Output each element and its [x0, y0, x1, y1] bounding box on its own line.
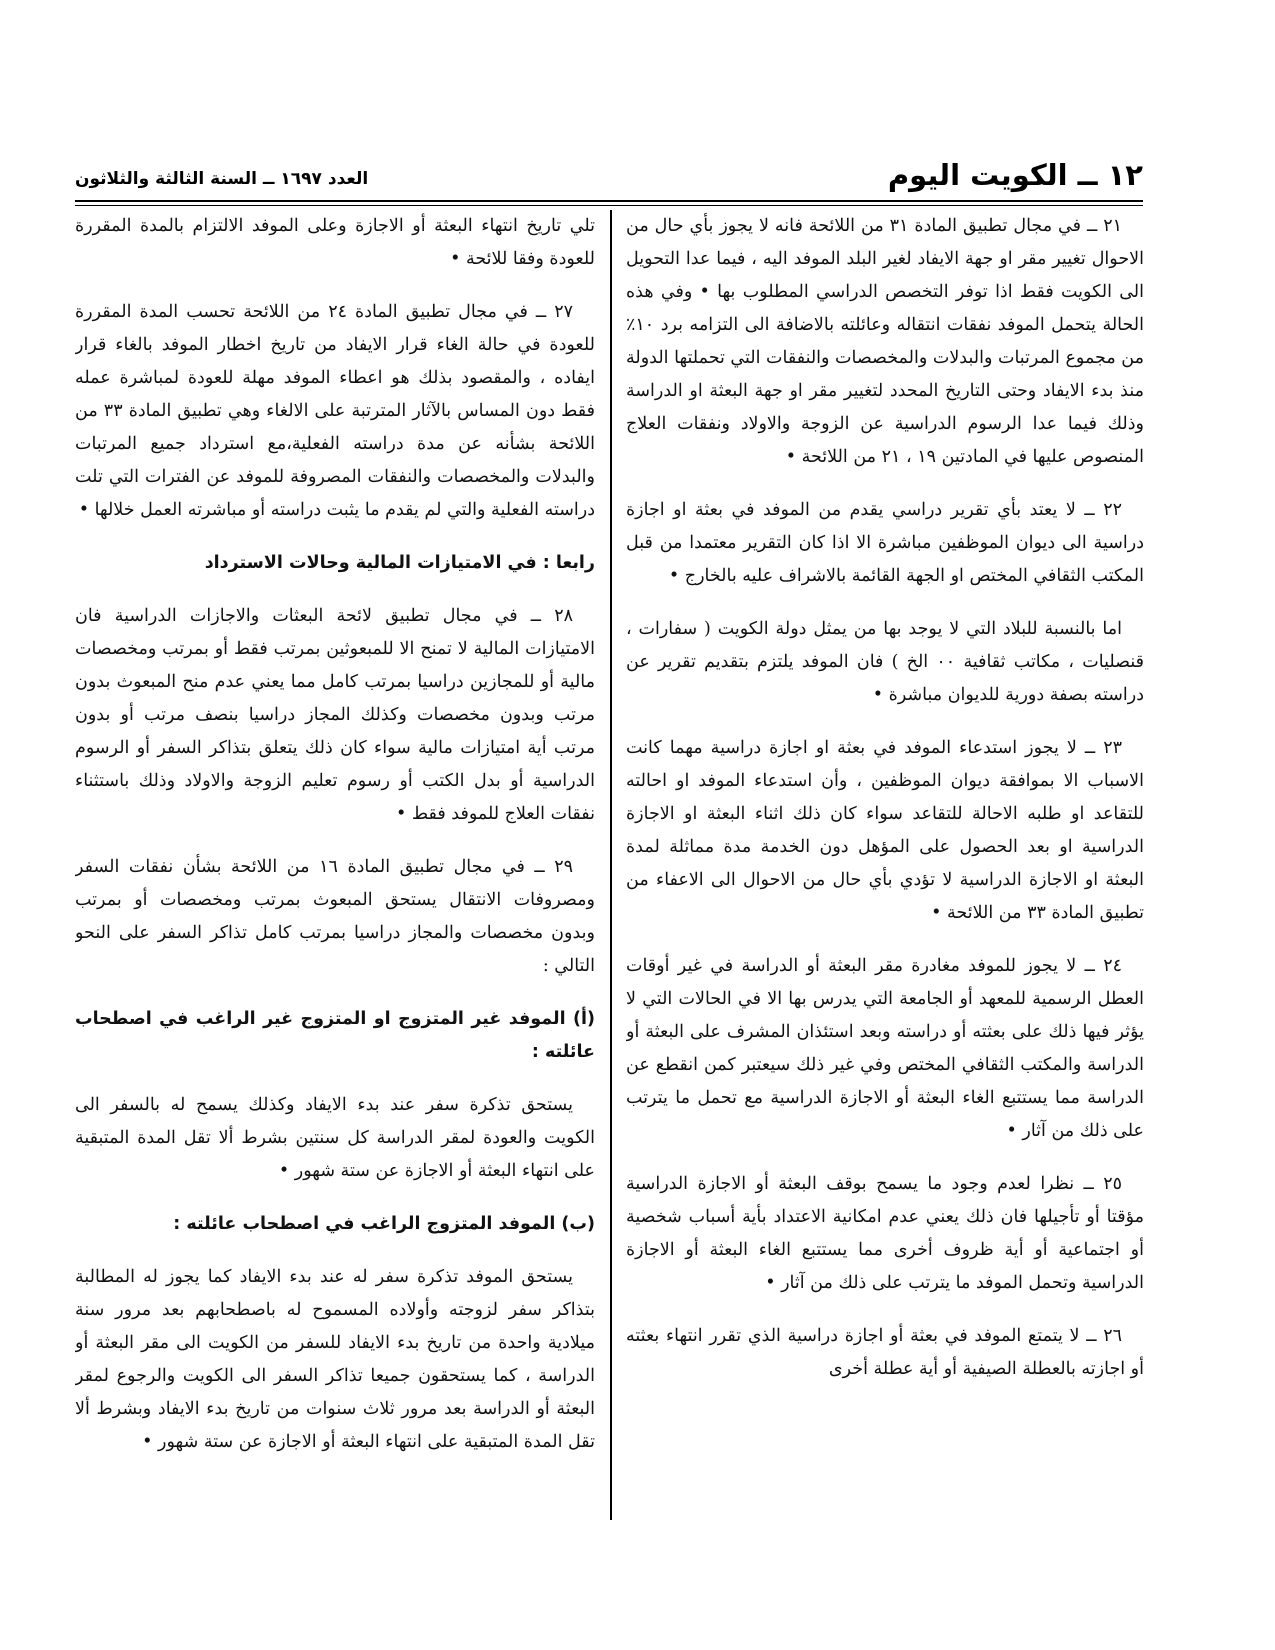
issue-info: العدد ١٦٩٧ ــ السنة الثالثة والثلاثون	[75, 169, 369, 189]
paragraph-unmarried: يستحق تذكرة سفر عند بدء الايفاد وكذلك يسمح له بالسفر الى الكويت والعودة لمقر الدراسة كل سنتين بشرط ألا تقل المدة المتبقية على انتهاء البعثة أو الاجازة عن ستة شهور •	[75, 1095, 595, 1181]
paragraph-29: ٢٩ ــ في مجال تطبيق المادة ١٦ من اللائحة بشأن نفقات السفر ومصروفات الانتقال يستحق المبعوث بمرتب ومخصصات أو بمرتب وبدون مخصصات والمجاز دراسيا بمرتب كامل تذاكر السفر على النحو التالي :	[75, 857, 595, 976]
section-heading-financial: رابعا : في الامتيازات المالية وحالات الاسترداد	[204, 553, 595, 573]
paragraph-28: ٢٨ ــ في مجال تطبيق لائحة البعثات والاجازات الدراسية فان الامتيازات المالية لا تمنح الا للمبعوثين بمرتب فقط أو بمرتب ومخصصات مالية أو للمجازين دراسيا بمرتب كامل مما يعني عدم منح المبعوث بدون مرتب وبدون مخصصات وكذلك المجاز دراسيا بنصف مرتب أو بدون مرتب أية امتيازات مالية سواء كان ذلك يتعلق بتذاكر السفر أو الرسوم الدراسية أو بدل الكتب أو رسوم تعليم الزوجة والاولاد وذلك باستثناء نفقات العلاج للموفد فقط •	[75, 606, 595, 824]
paragraph-married: يستحق الموفد تذكرة سفر له عند بدء الايفاد كما يجوز له المطالبة بتذاكر سفر لزوجته وأولاده المسموح له باصطحابهم بعد مرور سنة ميلادية واحدة من تاريخ بدء الايفاد للسفر من الكويت الى مقر البعثة أو الدراسة ، كما يستحقون جميعا تذاكر السفر الى الكويت والرجوع لمقر البعثة أو الدراسة بعد مرور ثلاث سنوات من تاريخ بدء الايفاد وبشرط ألا تقل المدة المتبقية على انتهاء البعثة أو الاجازة عن ستة شهور •	[75, 1267, 595, 1452]
page-header	[75, 155, 1143, 199]
paragraph-23: ٢٣ ــ لا يجوز استدعاء الموفد في بعثة او اجازة دراسية مهما كانت الاسباب الا بموافقة ديوان الموظفين ، وأن استدعاء الموفد او احالته للتقاعد او طلبه الاحالة للتقاعد سواء كان ذلك اثناء البعثة او الاجازة الدراسية او بعد الحصول على المؤهل دون الخدمة مدة مماثلة لمدة البعثة او الاجازة الدراسية لا تؤدي بأي حال من الاحوال الى الاعفاء من تطبيق المادة ٣٣ من اللائحة •	[626, 738, 1144, 923]
paragraph-22-note: اما بالنسبة للبلاد التي لا يوجد بها من يمثل دولة الكويت ( سفارات ، قنصليات ، مكاتب ثقافية ٠٠ الخ ) فان الموفد يلتزم بتقديم تقرير عن دراسته بصفة دورية للديوان مباشرة •	[626, 619, 1144, 705]
left-column	[75, 210, 595, 1520]
paragraph-27: ٢٧ ــ في مجال تطبيق المادة ٢٤ من اللائحة تحسب المدة المقررة للعودة في حالة الغاء قرار الايفاد من تاريخ اخطار الموفد بالغاء قرار ايفاده ، والمقصود بذلك هو اعطاء الموفد مهلة للعودة لمباشرة عمله فقط دون المساس بالآثار المترتبة على الالغاء وهي تطبيق المادة ٣٣ من اللائحة بشأنه عن مدة دراسته الفعلية،مع استرداد جميع المرتبات والبدلات والمخصصات والنفقات المصروفة للموفد عن الفترات التي تلت دراسته الفعلية والتي لم يقدم ما يثبت دراسته أو مباشرته العمل خلالها •	[75, 302, 595, 520]
right-column	[626, 210, 1144, 1520]
paragraph-24: ٢٤ ــ لا يجوز للموفد مغادرة مقر البعثة أو الدراسة في غير أوقات العطل الرسمية للمعهد أو الجامعة التي يدرس بها الا في الحالات التي لا يؤثر فيها ذلك على بعثته أو دراسته وبعد استئذان المشرف على البعثة أو الدراسة والمكتب الثقافي المختص وفي غير ذلك سيعتبر كمن انقطع عن الدراسة مما يستتبع الغاء البعثة أو الاجازة الدراسية مع تحمل ما يترتب على ذلك من آثار •	[626, 956, 1144, 1141]
header-rule	[75, 200, 1143, 202]
paragraph-26: ٢٦ ــ لا يتمتع الموفد في بعثة أو اجازة دراسية الذي تقرر انتهاء بعثته أو اجازته بالعطلة الصيفية أو أية عطلة أخرى	[626, 1326, 1144, 1379]
paragraph-21: ٢١ ــ في مجال تطبيق المادة ٣١ من اللائحة فانه لا يجوز بأي حال من الاحوال تغيير مقر او جهة الايفاد لغير البلد الموفد اليه ، فيما عدا التحويل الى الكويت فقط اذا توفر التخصص الدراسي المطلوب بها • وفي هذه الحالة يتحمل الموفد نفقات انتقاله وعائلته بالاضافة الى التزامه برد ١٠٪ من مجموع المرتبات والبدلات والمخصصات والنفقات التي تحملتها الدولة منذ بدء الايفاد وحتى التاريخ المحدد لتغيير مقر او جهة البعثة او الدراسة وذلك فيما عدا الرسوم الدراسية عن الزوجة والاولاد ونفقات العلاج المنصوص عليها في المادتين ١٩ ، ٢١ من اللائحة •	[626, 216, 1144, 467]
paragraph-22: ٢٢ ــ لا يعتد بأي تقرير دراسي يقدم من الموفد في بعثة او اجازة دراسية الى ديوان الموظفين مباشرة الا اذا كان التقرير معتمدا من قبل المكتب الثقافي المختص او الجهة القائمة بالاشراف عليه بالخارج •	[626, 500, 1144, 586]
paragraph-26-continued: تلي تاريخ انتهاء البعثة أو الاجازة وعلى الموفد الالتزام بالمدة المقررة للعودة وفقا للائحة •	[75, 216, 595, 269]
subheading-married: (ب) الموفد المتزوج الراغب في اصطحاب عائلته :	[173, 1214, 595, 1234]
paragraph-25: ٢٥ ــ نظرا لعدم وجود ما يسمح بوقف البعثة أو الاجازة الدراسية مؤقتا أو تأجيلها فان ذلك يعني عدم امكانية الاعتداد بأية أسباب شخصية أو اجتماعية أو أية ظروف أخرى مما يستتبع الغاء البعثة أو الاجازة الدراسية وتحمل الموفد ما يترتب على ذلك من آثار •	[626, 1174, 1144, 1293]
subheading-unmarried: (أ) الموفد غير المتزوج او المتزوج غير الراغب في اصطحاب عائلته :	[75, 1009, 595, 1062]
column-divider	[610, 210, 612, 1520]
page-title: ١٢ ــ الكويت اليوم	[887, 158, 1143, 192]
header-rule-thin	[75, 205, 1143, 206]
